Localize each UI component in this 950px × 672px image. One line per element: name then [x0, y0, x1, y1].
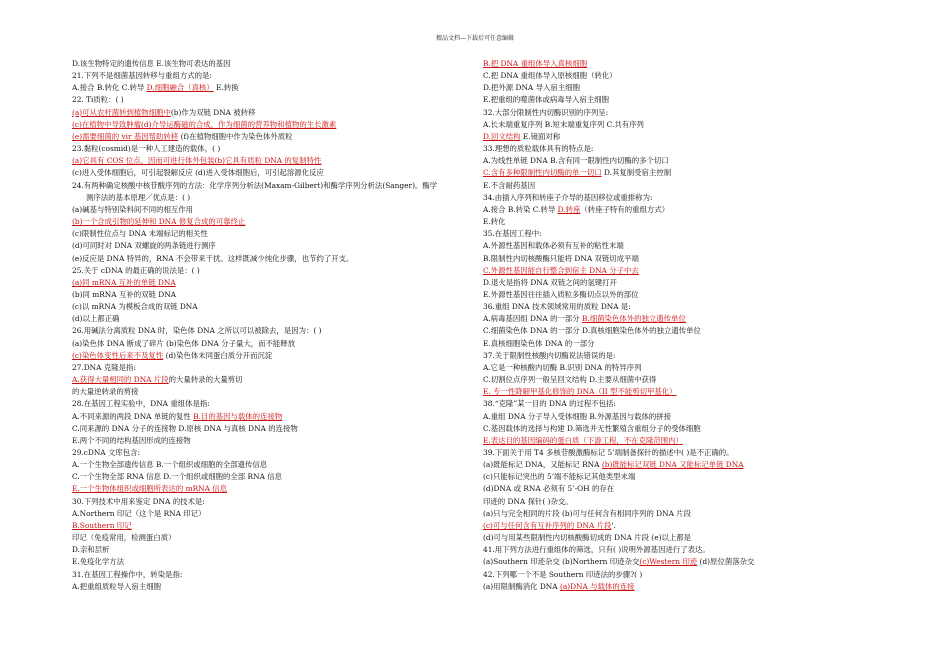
- line-text: A.接合 B.转染 C.转导: [483, 204, 558, 214]
- text-line: [483, 581, 878, 593]
- line-text: A.接合 B.转化 C.转导: [72, 83, 147, 93]
- text-line: [72, 289, 467, 301]
- answer-highlight: C.含有多种限制性内切酶的单一切口: [483, 168, 602, 178]
- line-text: 23.黏粒(cosmid)是一种人工建造的载体，( ): [72, 144, 221, 154]
- line-text: (c)只能标记突出的 5’端不能标记其他类型末端: [483, 472, 636, 482]
- line-text: (a)既能标记 DNA，又能标记 RNA: [483, 460, 602, 470]
- line-text: 32.大部分限制性内切酶识别的序列呈:: [483, 107, 609, 117]
- line-text: C.细菌染色体 DNA 的一部分 D.真核细胞染色体外的独立遗传单位: [483, 326, 701, 336]
- line-text: （转座子特有的重组方式）: [580, 204, 670, 214]
- answer-highlight: (b)它具有质粒 DNA 的复制特性: [214, 156, 322, 166]
- line-text: D.把外源 DNA 导入宿主细胞: [483, 83, 580, 93]
- text-line: [72, 398, 467, 410]
- text-line: [483, 155, 878, 167]
- line-text: D.其复制受宿主控制: [601, 168, 672, 178]
- line-text: A.Northern 印记（这个是 RNA 印记）: [72, 508, 206, 518]
- text-line: [483, 216, 878, 228]
- line-text: 38.“克隆”某一目的 DNA 的过程不包括:: [483, 399, 616, 409]
- text-line: [483, 398, 878, 410]
- line-text: A.外源性基因和载体必须有互补的粘性末端: [483, 241, 624, 251]
- line-text: (b)同 mRNA 互补的双链 DNA: [72, 289, 176, 299]
- text-line: [72, 240, 467, 252]
- text-line: [72, 435, 467, 447]
- text-line: [72, 131, 467, 143]
- text-line: [72, 350, 467, 362]
- text-line: [483, 556, 878, 568]
- text-line: [72, 362, 467, 374]
- text-line: [72, 82, 467, 94]
- text-line: [483, 167, 878, 179]
- answer-highlight: B.Southern 印记: [72, 520, 132, 530]
- line-text: A.病毒基因组 DNA 的一部分: [483, 314, 582, 324]
- line-text: 24.有两种确定核酸中核苷酸序列的方法：化学序列分析法(Maxam-Gilbert)和酶学序列分析法(Sanger)。酶学: [72, 180, 438, 190]
- line-text: E.外源性基因往往插入质粒多酶切点以外的部位: [483, 289, 639, 299]
- text-line: [483, 496, 878, 508]
- text-line: [483, 447, 878, 459]
- line-text: (f)在植物细胞中作为染色体外质粒: [178, 131, 293, 141]
- line-text: (a)Southern 印迹杂交 (b)Northern 印迹杂交: [483, 557, 640, 567]
- text-line: [72, 301, 467, 313]
- answer-highlight: (c)可与任何含有互补序列的 DNA 片段: [483, 520, 612, 530]
- line-text: (c)进入受体细胞后，可引起裂解反应 (d)进入受体细胞后，可引起溶源化反应: [72, 168, 324, 178]
- line-text: E.转化: [483, 217, 506, 227]
- line-text: E.不含耐药基因: [483, 180, 536, 190]
- line-text: E.把重组的噬菌体或病毒导入宿主细胞: [483, 95, 609, 105]
- text-line: [483, 143, 878, 155]
- text-line: [72, 471, 467, 483]
- answer-highlight: A.获得大量相同的 DNA 片段: [72, 375, 169, 385]
- answer-highlight: (c)Western 印迹: [639, 557, 698, 567]
- line-text: 印迹的 DNA 探针( )杂交。: [483, 496, 573, 506]
- line-text: 41.用下列方法进行重组体的筛选，只有( )说明外源基因进行了表达。: [483, 545, 710, 555]
- text-line: [72, 508, 467, 520]
- text-line: [483, 180, 878, 192]
- text-line: [72, 216, 467, 228]
- line-text: E.两个不同的结构基因形成的连接物: [72, 435, 191, 445]
- line-text: 21.下列不是细菌基因转移与重组方式的是:: [72, 71, 212, 81]
- answer-highlight: C.外源性基因能自行整合到宿主 DNA 分子中去: [483, 265, 639, 275]
- line-text: 35.在基因工程中:: [483, 229, 542, 239]
- line-text: E.真核细胞染色体 DNA 的一部分: [483, 338, 595, 348]
- line-text: D.该生物特定的遗传信息 E.该生物可表达的基因: [72, 59, 231, 68]
- text-line: [72, 581, 467, 593]
- text-line: [72, 58, 467, 70]
- text-line: [483, 228, 878, 240]
- line-text: 22. Ti质粒：( ): [72, 95, 124, 105]
- text-line: [72, 107, 467, 119]
- text-line: [483, 265, 878, 277]
- answer-highlight: D.转座: [557, 204, 581, 214]
- answer-highlight: (e)需要细菌的 vir 基因帮助转移: [72, 131, 179, 141]
- text-line: [72, 411, 467, 423]
- text-line: [72, 544, 467, 556]
- line-text: (a)用限制酶消化 DNA: [483, 581, 560, 591]
- line-text: A.把重组质粒导入宿主细胞: [72, 581, 161, 591]
- text-line: [483, 289, 878, 301]
- answer-highlight: B.目的基因与载体的连接物: [193, 411, 283, 421]
- page-header: 精品文档---下载后可任意编辑: [435, 35, 515, 42]
- text-line: [72, 520, 467, 532]
- text-line: [483, 374, 878, 386]
- line-text: 33.理想的质粒载体具有的特点是:: [483, 144, 594, 154]
- line-text: 的大量转录的大量剪切: [168, 375, 243, 385]
- line-text: A.一个生物全部遗传信息 B.一个组织或细胞的全部遗传信息: [72, 460, 268, 470]
- line-text: 印记（免疫常用，检测蛋白质）: [72, 533, 176, 543]
- line-text: C.一个生物全部 RNA 信息 D.一个组织或细胞的全部 RNA 信息: [72, 472, 283, 482]
- text-line: [72, 119, 467, 131]
- line-text: 30.下列技术中用来鉴定 DNA 的技术是:: [72, 496, 205, 506]
- text-line: [72, 167, 467, 179]
- line-text: 31.在基因工程操作中，转染是指:: [72, 569, 183, 579]
- text-line: [483, 107, 878, 119]
- answer-highlight: E.一个生物体组织或细胞所表达的 mRNA 信息: [72, 484, 228, 494]
- line-text: (b)作为双链 DNA 被转移: [170, 107, 256, 117]
- text-line: [483, 204, 878, 216]
- line-text: A.不同来源的两段 DNA 单链的复性: [72, 411, 194, 421]
- line-text: 28.在基因工程实验中，DNA 重组体是指:: [72, 399, 210, 409]
- text-line: [483, 253, 878, 265]
- line-text: (c)以 mRNA 为模板合成的双链 DNA: [72, 302, 198, 312]
- line-text: A.长未端重复序列 B.短末端重复序列 C.共有序列: [483, 119, 644, 129]
- text-line: [72, 265, 467, 277]
- answer-highlight: (c)染色体变性后来不及复性: [72, 350, 164, 360]
- line-text: E.转换: [213, 83, 239, 93]
- text-line: [72, 180, 467, 192]
- text-line: [72, 374, 467, 386]
- text-line: [483, 483, 878, 495]
- answer-highlight: (c)在植物中导致肿瘤(d)介导运酶磁的合成，作为细菌的营养物和植物的生长激素: [72, 119, 337, 129]
- text-line: [72, 423, 467, 435]
- text-line: [72, 447, 467, 459]
- text-line: [483, 192, 878, 204]
- text-line: [483, 94, 878, 106]
- answer-highlight: (a)它具有 COS 位点，因而可进行体外包装: [72, 156, 215, 166]
- text-line: [483, 532, 878, 544]
- line-text: C.同来源的 DNA 分子的连接物 D.原核 DNA 与真核 DNA 的连接物: [72, 423, 298, 433]
- line-text: D.退火是指将 DNA 双链之间的氢键打开: [483, 277, 617, 287]
- line-text: 的大量逆转录的剪接: [72, 387, 139, 397]
- text-line: [483, 119, 878, 131]
- text-line: [72, 253, 467, 265]
- text-line: [483, 240, 878, 252]
- text-line: [483, 277, 878, 289]
- text-line: [483, 471, 878, 483]
- right-column: [483, 58, 878, 593]
- text-line: [483, 386, 878, 398]
- text-line: [72, 313, 467, 325]
- text-line: [72, 338, 467, 350]
- text-line: [483, 508, 878, 520]
- text-line: [483, 313, 878, 325]
- text-line: [72, 228, 467, 240]
- line-text: 27.DNA 克隆是指:: [72, 362, 136, 372]
- line-text: C.切割位点序列一般呈回文结构 D.主要从细菌中获得: [483, 375, 657, 385]
- text-line: [72, 192, 467, 204]
- text-line: [72, 94, 467, 106]
- text-line: [72, 483, 467, 495]
- answer-highlight: B.细菌染色体外的独立遗传单位: [581, 314, 686, 324]
- text-line: [483, 411, 878, 423]
- answer-highlight: B.把 DNA 重组体导入真核细胞: [483, 59, 588, 68]
- text-line: [483, 459, 878, 471]
- left-column: [72, 58, 467, 593]
- text-line: [483, 423, 878, 435]
- line-text: (d)以上都正确: [72, 314, 120, 324]
- line-text: (a)染色体 DNA 断成了碎片 (b)染色体 DNA 分子量大，而不能释放: [72, 338, 296, 348]
- line-text: A.它是一种核酸内切酶 B.识别 DNA 的特异序列: [483, 362, 642, 372]
- line-text: E.镜面对称: [520, 131, 561, 141]
- answer-highlight: (a)DNA 与载体的连接: [559, 581, 635, 591]
- answer-highlight: (b)既能标记双链 DNA 又能标记单链 DNA: [601, 460, 744, 470]
- text-line: [72, 204, 467, 216]
- line-text: B.限制性内切核酸酶只能将 DNA 双链切成平端: [483, 253, 639, 263]
- answer-highlight: (a)可从农杆菌转到植物细胞中: [72, 107, 171, 117]
- line-text: C.基因载体的选择与构建 D.筛选并无性繁殖含重组分子的受体细胞: [483, 423, 701, 433]
- line-text: (e)反应是 DNA 特异的，RNA 不会带来干扰。这样既减少纯化步骤，也节约了开支。: [72, 253, 354, 263]
- text-line: [72, 143, 467, 155]
- text-line: [483, 325, 878, 337]
- line-text: 39.下面关于用 T4 多核苷酸激酶标记 5’端制备探针的描述中( )是不正确的。: [483, 448, 734, 457]
- line-text: 29.cDNA 文库包含:: [72, 448, 141, 457]
- line-text: (a)碱基与特别染料间不同的相互作用: [72, 204, 194, 214]
- text-line: [483, 82, 878, 94]
- line-text: 37.关于限制性核酸内切酶说法错误的是:: [483, 350, 616, 360]
- text-line: [72, 556, 467, 568]
- text-line: [483, 544, 878, 556]
- line-text: A.为线性单链 DNA B.含有同一限制性内切酶的多个切口: [483, 156, 669, 166]
- line-text: 42.下列哪一个不是 Southern 印迹法的步骤?( ): [483, 569, 643, 579]
- line-text: 26.用碱法分离质粒 DNA 时，染色体 DNA 之所以可以被除去，是因为：( ): [72, 326, 322, 336]
- line-text: (d)染色体未同蛋白质分开而沉淀: [163, 350, 273, 360]
- line-text: (c)限制性位点与 DNA 末端标记的相关性: [72, 229, 208, 239]
- text-line: [72, 70, 467, 82]
- text-line: [72, 325, 467, 337]
- answer-highlight: E. 专一性降解甲基化修饰的 DNA（II 型不能剪切甲基化）: [483, 387, 677, 397]
- text-line: [483, 301, 878, 313]
- text-line: [483, 362, 878, 374]
- text-line: [483, 58, 878, 70]
- text-line: [483, 435, 878, 447]
- line-text: C.把 DNA 重组体导入原核细胞（转化）: [483, 71, 617, 81]
- line-text: 测序法的基本原理／优点是：( ): [86, 192, 191, 202]
- text-line: [483, 338, 878, 350]
- text-line: [483, 520, 878, 532]
- text-line: [72, 277, 467, 289]
- line-text: 25.关于 cDNA 的最正确的说法是：( ): [72, 265, 200, 275]
- text-line: [72, 459, 467, 471]
- text-line: [72, 569, 467, 581]
- line-text: (d)可同时对 DNA 双螺旋的两条链进行测序: [72, 241, 216, 251]
- text-line: [72, 155, 467, 167]
- text-line: [483, 70, 878, 82]
- answer-highlight: (b)一个合成引物的延伸和 DNA 修复合成的可靠终止: [72, 217, 246, 227]
- text-line: [72, 386, 467, 398]
- text-line: [483, 569, 878, 581]
- answer-highlight: D.细胞融合（真核）: [146, 83, 214, 93]
- line-text: '.: [611, 520, 616, 530]
- line-text: A.重组 DNA 分子导入受体细胞 B.外源基因与载体的拼接: [483, 411, 672, 421]
- text-line: [72, 532, 467, 544]
- line-text: 36.重组 DNA 技术领域常用的质粒 DNA 是:: [483, 302, 631, 312]
- line-text: (d)可与用某些限制性内切核酸酶切成的 DNA 片段 (e)以上都是: [483, 533, 692, 543]
- line-text: D.亲和层析: [72, 545, 110, 555]
- line-text: (d)原位菌落杂交: [697, 557, 755, 567]
- answer-highlight: E.表达目的基因编码的蛋白质（下游工程，不在克隆范围内）: [483, 435, 683, 445]
- text-line: [72, 496, 467, 508]
- answer-highlight: D.回文结构: [483, 131, 521, 141]
- text-line: [483, 131, 878, 143]
- line-text: 34.由插入序列和转座子介导的基因移位或重排称为:: [483, 192, 653, 202]
- line-text: (a)只与完全相同的片段 (b)可与任何含有相同序列的 DNA 片段: [483, 508, 692, 518]
- line-text: E.免疫化学方法: [72, 557, 125, 567]
- text-line: [483, 350, 878, 362]
- answer-highlight: (a)同 mRNA 互补的单链 DNA: [72, 277, 176, 287]
- line-text: (d)DNA 或 RNA 必须有 5’-OH 的存在: [483, 484, 615, 494]
